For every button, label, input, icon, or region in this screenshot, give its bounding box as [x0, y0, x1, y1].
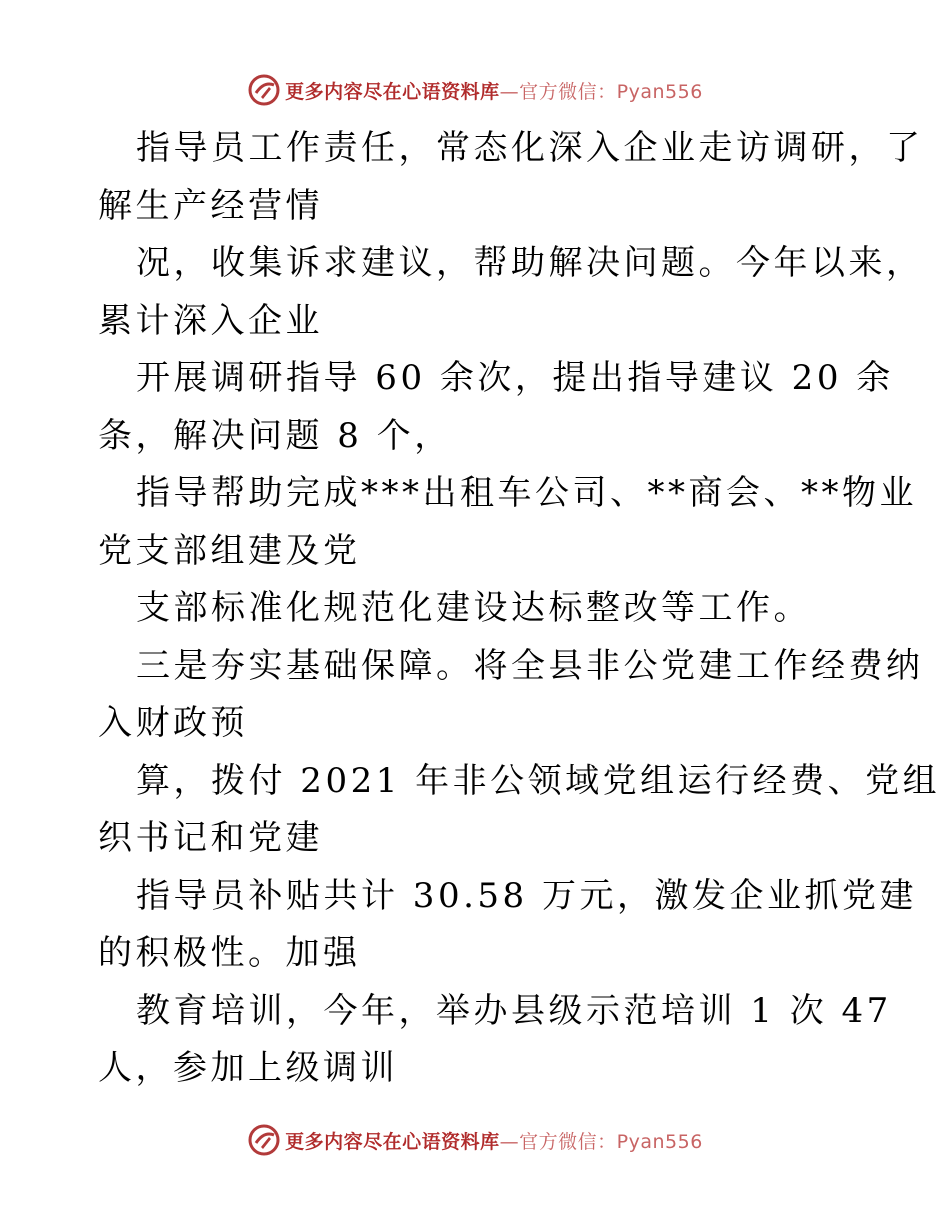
text-line: 的积极性。加强 [98, 933, 361, 973]
header-watermark [0, 70, 950, 110]
text-line: 入财政预 [98, 703, 248, 743]
watermark-contact: —官方微信：Pyan556 [499, 1130, 703, 1153]
text-line: 支部标准化规范化建设达标整改等工作。 [136, 588, 811, 628]
text-line: 人，参加上级调训 [98, 1048, 398, 1088]
text-line: 党支部组建及党 [98, 530, 361, 571]
text-line: 教育培训，今年，举办县级示范培训 1 次 47 [136, 990, 892, 1031]
text-line: 指导员工作责任，常态化深入企业走访调研，了 [136, 128, 924, 168]
watermark-contact: —官方微信：Pyan556 [499, 80, 703, 103]
watermark-brand: 更多内容尽在心语资料库 [285, 80, 500, 103]
text-line: 累计深入企业 [98, 300, 323, 341]
watermark-text [285, 77, 703, 104]
text-line: 条，解决问题 8 个， [98, 415, 452, 456]
text-line: 织书记和党建 [98, 818, 323, 858]
text-line: 况，收集诉求建议，帮助解决问题。今年以来， [136, 243, 924, 283]
text-line: 开展调研指导 60 余次，提出指导建议 20 余 [136, 358, 894, 398]
text-line: 算，拨付 2021 年非公领域党组运行经费、党组 [136, 760, 941, 801]
watermark-brand: 更多内容尽在心语资料库 [285, 1130, 500, 1153]
watermark-text [285, 1127, 703, 1154]
text-line: 指导员补贴共计 30.58 万元，激发企业抓党建 [136, 875, 917, 916]
text-line: 解生产经营情 [98, 185, 323, 226]
footer-watermark [0, 1120, 950, 1160]
text-line: 三是夯实基础保障。将全县非公党建工作经费纳 [136, 645, 924, 686]
brand-logo-icon [247, 1123, 281, 1157]
brand-logo-icon [247, 73, 281, 107]
text-line: 指导帮助完成***出租车公司、**商会、**物业 [136, 473, 917, 513]
document-body [98, 120, 941, 1098]
